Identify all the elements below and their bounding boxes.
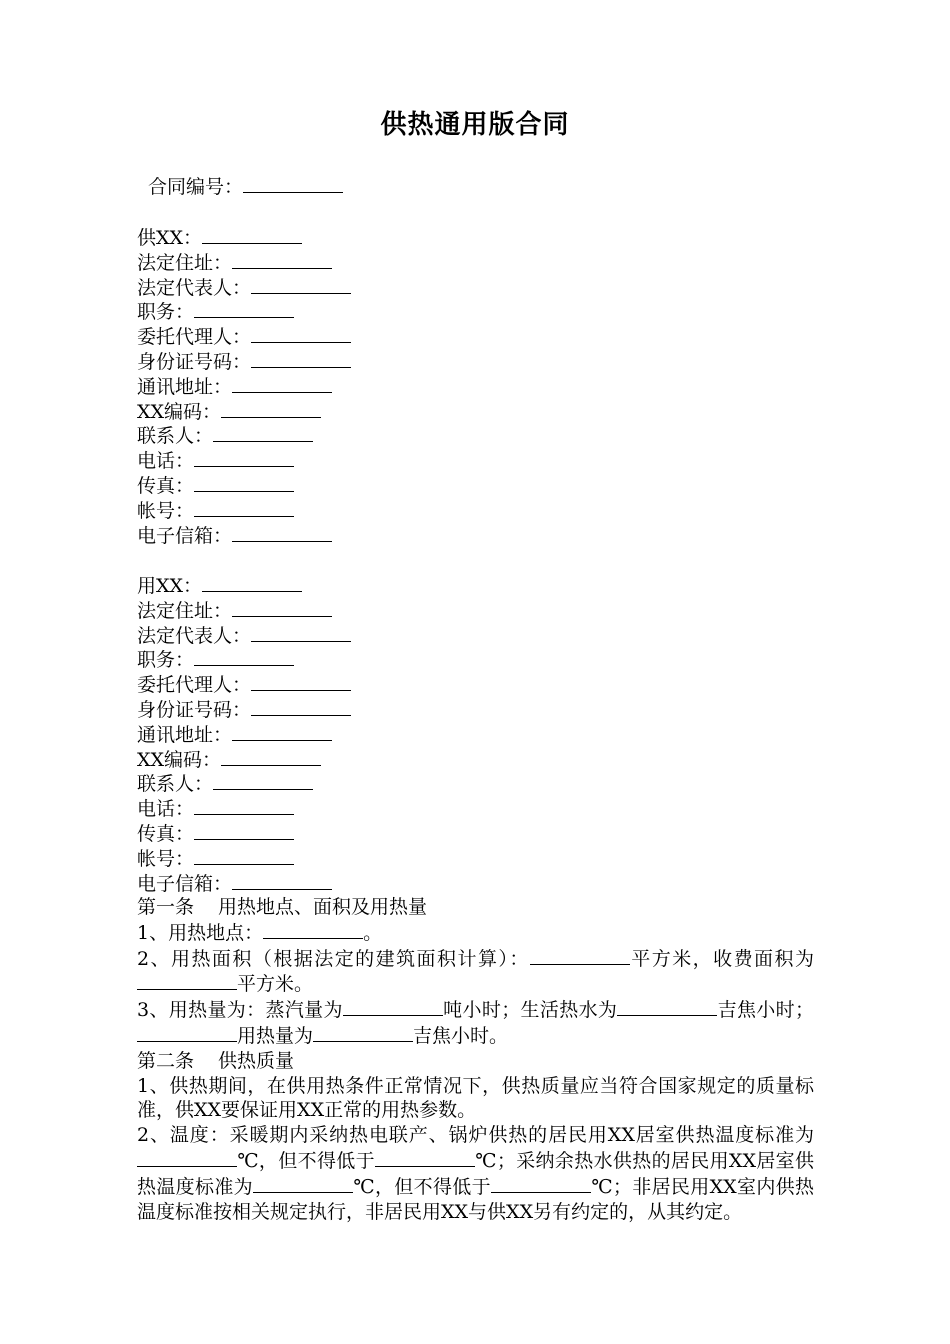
fill-blank <box>251 623 351 642</box>
fill-blank <box>232 871 332 890</box>
fill-blank <box>137 971 237 990</box>
supplier-field-line <box>137 448 351 473</box>
fill-blank <box>194 448 294 467</box>
user-field-label: 通讯地址： <box>137 723 233 746</box>
article-1-item-2 <box>137 946 814 998</box>
supplier-field-label: 电话： <box>137 450 195 473</box>
article-1-item-3 <box>137 997 814 1049</box>
text-span: ℃，但不得低于 <box>353 1175 491 1198</box>
supplier-field-label: 委托代理人： <box>137 326 252 349</box>
fill-blank <box>213 423 313 442</box>
supplier-field-label: 传真： <box>137 474 195 497</box>
user-field-line <box>137 796 351 821</box>
user-field-label: 委托代理人： <box>137 674 252 697</box>
supplier-field-line <box>137 250 351 275</box>
user-field-label: 电子信箱： <box>137 872 233 895</box>
supplier-party-block <box>137 225 351 547</box>
user-field-line <box>137 623 351 648</box>
fill-blank <box>232 598 332 617</box>
text-span: 2、温度：采暖期内采纳热电联产、锅炉供热的居民用XX居室供热温度标准为 <box>137 1124 814 1147</box>
user-field-label: 法定代表人： <box>137 624 252 647</box>
article-1-title: 用热地点、面积及用热量 <box>218 896 428 918</box>
supplier-field-line <box>137 374 351 399</box>
contract-number-label: 合同编号： <box>148 176 244 198</box>
text-span: 吨小时；生活热水为 <box>442 999 618 1022</box>
supplier-field-label: 身份证号码： <box>137 350 252 373</box>
supplier-field-label: 法定住址： <box>137 251 233 274</box>
fill-blank <box>137 1148 237 1167</box>
user-party-block <box>137 573 351 895</box>
supplier-field-label: 电子信箱： <box>137 524 233 547</box>
text-span: 用热量为 <box>237 1024 314 1047</box>
supplier-field-line <box>137 473 351 498</box>
user-field-line <box>137 747 351 772</box>
supplier-field-label: 职务： <box>137 301 195 324</box>
text-span: 1、用热地点： <box>137 921 264 944</box>
article-2-title: 供热质量 <box>218 1049 295 1072</box>
supplier-field-line <box>137 299 351 324</box>
fill-blank <box>221 747 321 766</box>
user-field-line <box>137 821 351 846</box>
user-field-line <box>137 672 351 697</box>
contract-number-blank <box>243 174 343 193</box>
text-span: 吉焦小时； <box>717 999 814 1022</box>
fill-blank <box>194 821 294 840</box>
fill-blank <box>194 796 294 815</box>
supplier-field-label: XX编码： <box>137 400 222 423</box>
fill-blank <box>251 672 351 691</box>
text-span: 。 <box>363 921 383 944</box>
user-field-line <box>137 647 351 672</box>
text-span: ℃；采纳余热水供热的居民用XX居室供热温度标准为 <box>137 1149 814 1198</box>
user-field-line <box>137 598 351 623</box>
supplier-field-line <box>137 225 351 250</box>
fill-blank <box>232 523 332 542</box>
text-span: 平方米，收费面积为 <box>629 947 814 970</box>
user-field-label: 身份证号码： <box>137 698 252 721</box>
user-field-line <box>137 697 351 722</box>
supplier-field-label: 帐号： <box>137 499 195 522</box>
supplier-field-label: 通讯地址： <box>137 375 233 398</box>
user-field-label: 传真： <box>137 822 195 845</box>
supplier-field-label: 法定代表人： <box>137 276 252 299</box>
text-span: 吉焦小时。 <box>413 1024 509 1047</box>
supplier-field-label: 联系人： <box>137 425 214 448</box>
user-field-label: 联系人： <box>137 773 214 796</box>
fill-blank <box>343 997 443 1016</box>
supplier-field-line <box>137 324 351 349</box>
fill-blank <box>232 722 332 741</box>
fill-blank <box>232 374 332 393</box>
article-1-item-1 <box>137 920 814 946</box>
user-field-label: 职务： <box>137 649 195 672</box>
supplier-field-line <box>137 423 351 448</box>
user-field-label: XX编码： <box>137 748 222 771</box>
fill-blank <box>313 1023 413 1042</box>
text-span: 3、用热量为：蒸汽量为 <box>137 999 343 1022</box>
fill-blank <box>251 349 351 368</box>
user-field-line <box>137 573 351 598</box>
fill-blank <box>194 647 294 666</box>
user-field-line <box>137 771 351 796</box>
article-2-heading <box>137 1049 814 1074</box>
text-span: 2、用热面积（根据法定的建筑面积计算）： <box>137 947 530 970</box>
article-1-number: 第一条 <box>137 896 195 918</box>
article-2-number: 第二条 <box>137 1049 195 1072</box>
article-1-heading <box>137 895 814 920</box>
contract-articles <box>137 895 814 1224</box>
supplier-field-line <box>137 275 351 300</box>
fill-blank <box>221 399 321 418</box>
user-field-line <box>137 871 351 896</box>
fill-blank <box>202 573 302 592</box>
fill-blank <box>530 946 630 965</box>
fill-blank <box>194 473 294 492</box>
fill-blank <box>251 324 351 343</box>
user-field-label: 帐号： <box>137 847 195 870</box>
article-2-item-1: 1、供热期间，在供用热条件正常情况下，供热质量应当符合国家规定的质量标准，供XX要保证用XX正常的用热参数。 <box>137 1074 814 1122</box>
fill-blank <box>194 846 294 865</box>
fill-blank <box>213 771 313 790</box>
fill-blank <box>251 275 351 294</box>
supplier-field-line <box>137 498 351 523</box>
user-field-label: 用XX： <box>137 575 203 597</box>
fill-blank <box>617 997 717 1016</box>
document-title: 供热通用版合同 <box>380 110 570 140</box>
fill-blank <box>251 697 351 716</box>
fill-blank <box>232 250 332 269</box>
fill-blank <box>202 225 302 244</box>
fill-blank <box>137 1023 237 1042</box>
article-2-item-2 <box>137 1123 814 1224</box>
fill-blank <box>194 299 294 318</box>
user-field-line <box>137 846 351 871</box>
text-span: ℃，但不得低于 <box>237 1149 375 1172</box>
supplier-field-line <box>137 399 351 424</box>
user-field-line <box>137 722 351 747</box>
supplier-field-label: 供XX： <box>137 227 203 249</box>
fill-blank <box>491 1174 591 1193</box>
supplier-field-line <box>137 349 351 374</box>
contract-number-line <box>148 174 343 200</box>
fill-blank <box>194 498 294 517</box>
text-span: 平方米。 <box>237 973 314 996</box>
text-span: ℃；非居民用XX室内供热温度标准按相关规定执行，非居民用XX与供XX另有约定的，从其约定。 <box>137 1175 814 1223</box>
supplier-field-line <box>137 523 351 548</box>
user-field-label: 电话： <box>137 798 195 821</box>
fill-blank <box>263 920 363 939</box>
fill-blank <box>375 1148 475 1167</box>
fill-blank <box>253 1174 353 1193</box>
user-field-label: 法定住址： <box>137 599 233 622</box>
